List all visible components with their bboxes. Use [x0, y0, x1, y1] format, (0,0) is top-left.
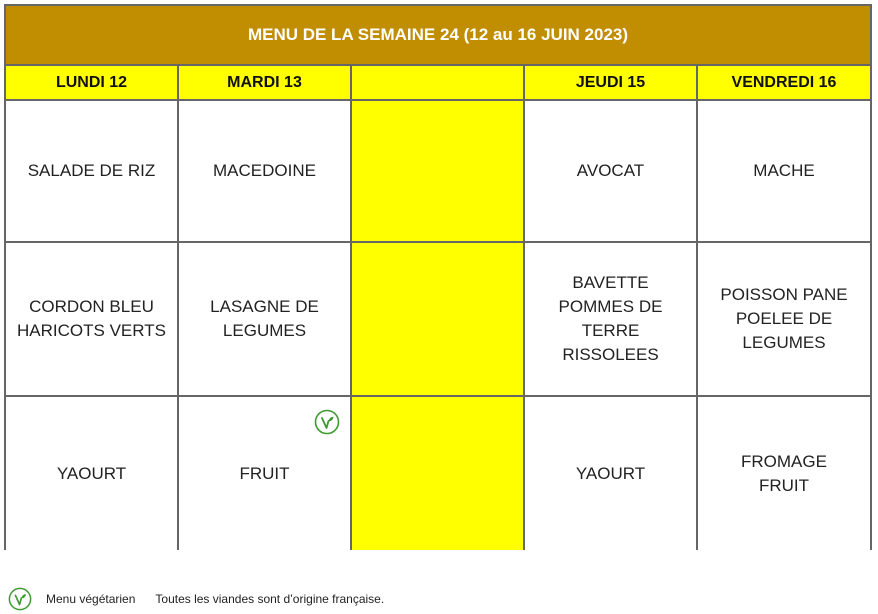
- day-header-thursday: JEUDI 15: [525, 66, 698, 101]
- starter-tuesday: MACEDOINE: [179, 101, 352, 243]
- day-header-tuesday: MARDI 13: [179, 66, 352, 101]
- dessert-wednesday: [352, 397, 525, 550]
- starter-monday: SALADE DE RIZ: [6, 101, 179, 243]
- starter-friday: MACHE: [698, 101, 870, 243]
- menu-grid: [6, 66, 870, 550]
- vegetarian-legend-label: Menu végétarien: [46, 592, 136, 606]
- main-tuesday: LASAGNE DE LEGUMES: [179, 243, 352, 397]
- main-thursday: BAVETTE POMMES DE TERRE RISSOLEES: [525, 243, 698, 397]
- day-header-monday: LUNDI 12: [6, 66, 179, 101]
- origin-note: Toutes les viandes sont d’origine française.: [155, 592, 385, 606]
- dessert-monday: YAOURT: [6, 397, 179, 550]
- day-header-wednesday: [352, 66, 525, 101]
- main-wednesday: [352, 243, 525, 397]
- dessert-thursday: YAOURT: [525, 397, 698, 550]
- menu-title: MENU DE LA SEMAINE 24 (12 au 16 JUIN 2023): [6, 6, 870, 66]
- dessert-tuesday-text: FRUIT: [239, 463, 290, 483]
- starter-thursday: AVOCAT: [525, 101, 698, 243]
- legend-footer: [8, 585, 384, 613]
- main-monday: CORDON BLEU HARICOTS VERTS: [6, 243, 179, 397]
- starter-wednesday: [352, 101, 525, 243]
- dessert-tuesday: [179, 397, 352, 550]
- menu-table: [4, 4, 872, 550]
- vegetarian-legend-icon: [8, 587, 32, 611]
- vegetarian-icon: [314, 409, 340, 435]
- main-friday: POISSON PANE POELEE DE LEGUMES: [698, 243, 870, 397]
- dessert-friday: FROMAGE FRUIT: [698, 397, 870, 550]
- day-header-friday: VENDREDI 16: [698, 66, 870, 101]
